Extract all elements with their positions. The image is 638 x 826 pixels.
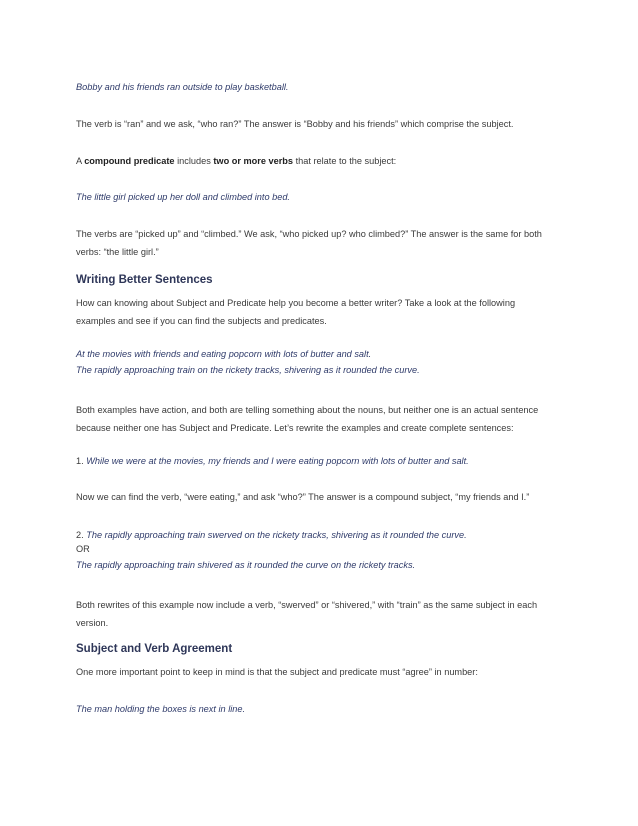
rewrite-2-text: The rapidly approaching train swerved on the rickety tracks, shivering as it rounded the curve. <box>86 530 467 540</box>
heading-subject-verb-agreement: Subject and Verb Agreement <box>76 643 233 655</box>
paragraph-verbs-picked-up: The verbs are “picked up” and “climbed.” We ask, “who picked up? who climbed?” The answer is the same for both verbs: “the little girl.” <box>76 229 542 257</box>
paragraph-both-examples: Both examples have action, and both are telling something about the nouns, but neither one is an actual sentence because neither one has Subject and Predicate. Let’s rewrite the examples and create complete sentences: <box>76 405 539 433</box>
paragraph-both-rewrites: Both rewrites of this example now include a verb, “swerved” or “shivered,” with “train” as the same subject in each version. <box>76 600 538 628</box>
paragraph-verb-ran: The verb is “ran” and we ask, “who ran?” The answer is “Bobby and his friends” which comprise the subject. <box>76 119 514 129</box>
paragraph-how-can-knowing: How can knowing about Subject and Predicate help you become a better writer? Take a look at the following examples and see if you can find the subjects and predicates. <box>76 298 516 326</box>
rewrite-2 <box>76 530 576 541</box>
paragraph-compound-predicate <box>76 156 576 167</box>
example-sentence-1: Bobby and his friends ran outside to play basketball. <box>76 82 289 92</box>
list-number: 1. <box>76 456 87 466</box>
example-fragment-1: At the movies with friends and eating popcorn with lots of butter and salt. <box>76 349 372 359</box>
text-fragment: that relate to the subject: <box>293 156 397 166</box>
text-fragment: includes <box>174 156 214 166</box>
term-compound-predicate: compound predicate <box>84 156 175 166</box>
heading-writing-better-sentences: Writing Better Sentences <box>76 274 213 286</box>
rewrite-2-alternative: The rapidly approaching train shivered as it rounded the curve on the rickety tracks. <box>76 560 416 570</box>
example-sentence-2: The little girl picked up her doll and climbed into bed. <box>76 192 290 202</box>
rewrite-1 <box>76 456 576 467</box>
rewrite-1-text: While we were at the movies, my friends and I were eating popcorn with lots of butter and salt. <box>86 456 469 466</box>
list-number: 2. <box>76 530 87 540</box>
term-two-or-more-verbs: two or more verbs <box>213 156 294 166</box>
text-fragment: A <box>76 156 85 166</box>
example-sentence-3: The man holding the boxes is next in line. <box>76 704 246 714</box>
or-separator: OR <box>76 544 90 554</box>
paragraph-one-more-point: One more important point to keep in mind is that the subject and predicate must “agree” in number: <box>76 667 478 677</box>
paragraph-now-we-can-find: Now we can find the verb, “were eating,” and ask “who?” The answer is a compound subject, “my friends and I.” <box>76 492 530 502</box>
example-fragment-2: The rapidly approaching train on the rickety tracks, shivering as it rounded the curve. <box>76 365 420 375</box>
